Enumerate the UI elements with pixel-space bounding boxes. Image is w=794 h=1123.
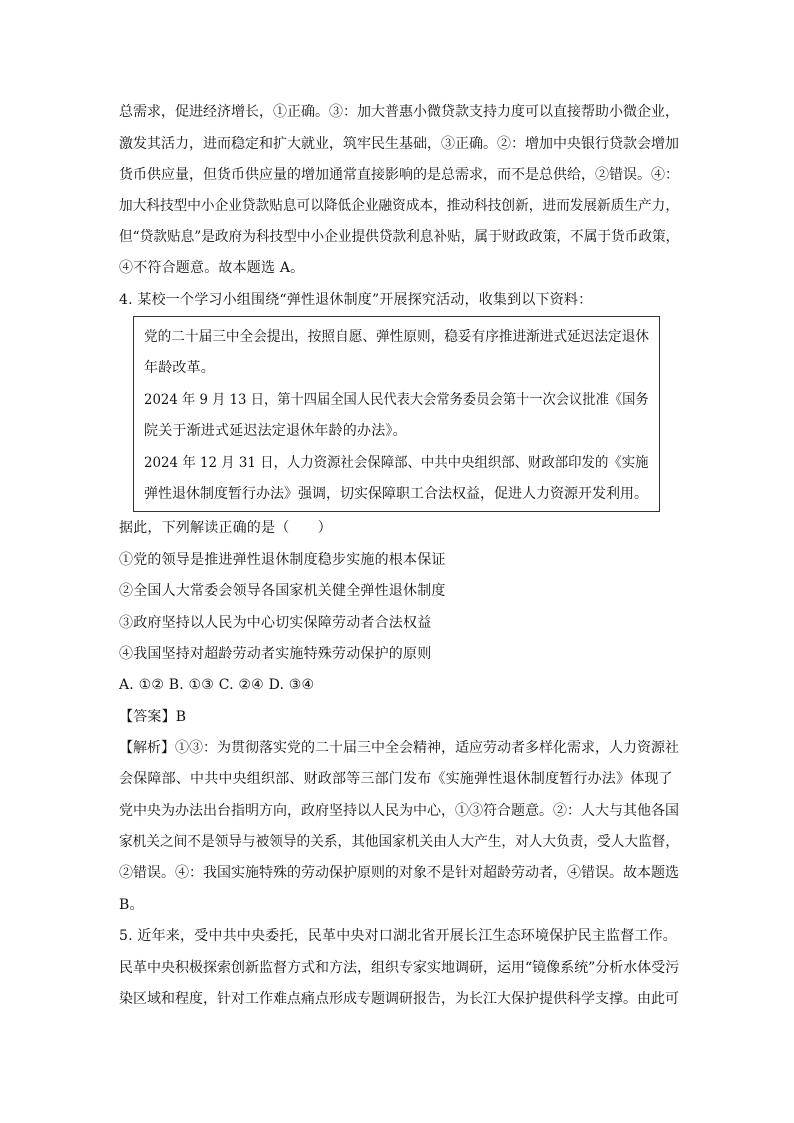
intro-line-3: 货币供应量，但货币供应量的增加通常直接影响的是总需求，而不是总供给，②错误。④： bbox=[119, 167, 679, 183]
q5-stem-line-1: 5. 近年来，受中共中央委托，民革中央对口湖北省开展长江生态环境保护民主监督工作。 bbox=[119, 928, 678, 944]
intro-line-2: 激发其活力，进而稳定和扩大就业，筑牢民生基础，③正确。②：增加中央银行贷款会增加 bbox=[119, 136, 679, 152]
material-line-6: 弹性退休制度暂行办法》强调，切实保障职工合法权益，促进人力资源开发利用。 bbox=[144, 486, 648, 502]
intro-line-4: 加大科技型中小企业贷款贴息可以降低企业融资成本，推动科技创新，进而发展新质生产力， bbox=[119, 198, 679, 214]
q4-option-1: ①党的领导是推进弹性退休制度稳步实施的根本保证 bbox=[119, 552, 446, 568]
material-line-3: 2024 年 9 月 13 日，第十四届全国人民代表大会常务委员会第十一次会议批准《国务 bbox=[144, 392, 649, 408]
intro-line-5: 但“贷款贴息”是政府为科技型中小企业提供贷款利息补贴，属于财政政策，不属于货币政策， bbox=[119, 229, 680, 245]
q4-material-box bbox=[133, 316, 660, 512]
q4-analysis-line-1: 【解析】①③：为贯彻落实党的二十届三中全会精神，适应劳动者多样化需求，人力资源社 bbox=[119, 740, 679, 756]
q4-analysis-line-5: ②错误。④：我国实施特殊的劳动保护原则的对象不是针对超龄劳动者，④错误。故本题选 bbox=[119, 865, 679, 881]
q4-analysis-line-3: 党中央为办法出台指明方向，政府坚持以人民为中心，①③符合题意。②：人大与其他各国 bbox=[119, 803, 679, 819]
material-line-2: 年龄改革。 bbox=[144, 360, 215, 376]
q4-answer: 【答案】B bbox=[119, 709, 187, 725]
q4-analysis-line-6: B。 bbox=[119, 897, 144, 913]
q5-stem-line-2: 民革中央积极探索创新监督方式和方法，组织专家实地调研，运用“镜像系统”分析水体受污 bbox=[119, 960, 680, 976]
material-line-4: 院关于渐进式延迟法定退休年龄的办法》。 bbox=[144, 423, 407, 439]
q4-analysis-line-4: 家机关之间不是领导与被领导的关系，其他国家机关由人大产生，对人大负责，受人大监督， bbox=[119, 834, 679, 850]
material-line-1: 党的二十届三中全会提出，按照自愿、弹性原则，稳妥有序推进渐进式延迟法定退休 bbox=[144, 329, 649, 345]
q4-prompt: 据此，下列解读正确的是（ ） bbox=[119, 520, 332, 536]
q4-stem: 4. 某校一个学习小组围绕“弹性退休制度”开展探究活动，收集到以下资料： bbox=[119, 292, 593, 308]
q4-option-2: ②全国人大常委会领导各国家机关健全弹性退休制度 bbox=[119, 583, 446, 599]
q4-option-3: ③政府坚持以人民为中心切实保障劳动者合法权益 bbox=[119, 615, 432, 631]
intro-line-1: 总需求，促进经济增长，①正确。③：加大普惠小微贷款支持力度可以直接帮助小微企业， bbox=[119, 104, 679, 120]
q5-stem-line-3: 染区域和程度，针对工作难点痛点形成专题调研报告，为长江大保护提供科学支撑。由此可 bbox=[119, 991, 679, 1007]
intro-line-6: ④不符合题意。故本题选 A。 bbox=[119, 260, 305, 276]
q4-analysis-line-2: 会保障部、中共中央组织部、财政部等三部门发布《实施弹性退休制度暂行办法》体现了 bbox=[119, 771, 673, 787]
material-line-5: 2024 年 12 月 31 日，人力资源社会保障部、中共中央组织部、财政部印发的《实施 bbox=[144, 455, 649, 471]
q4-choices: A. ①② B. ①③ C. ②④ D. ③④ bbox=[119, 677, 315, 693]
q4-option-4: ④我国坚持对超龄劳动者实施特殊劳动保护的原则 bbox=[119, 646, 432, 662]
